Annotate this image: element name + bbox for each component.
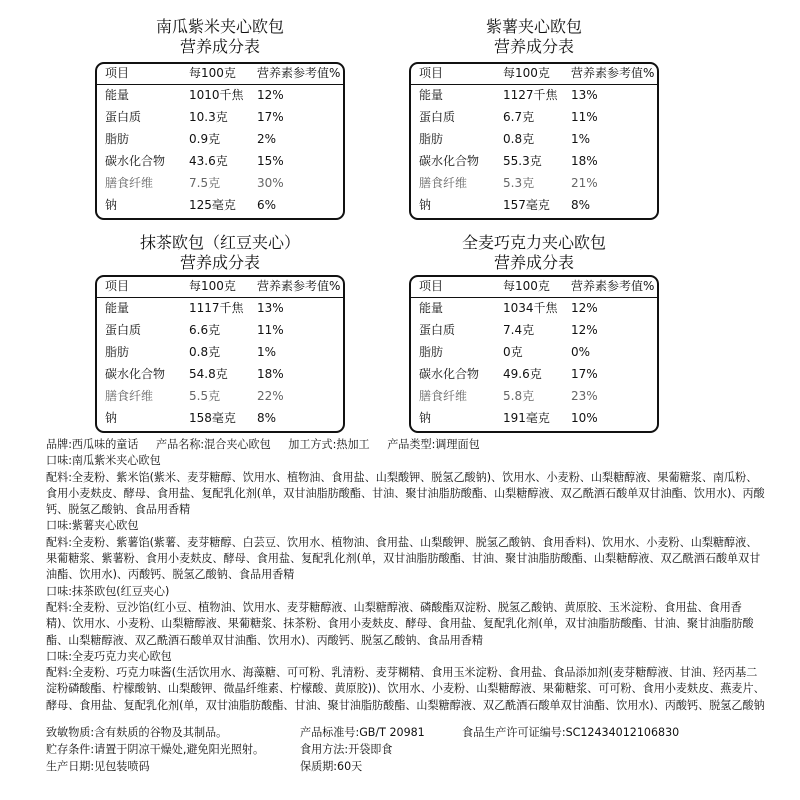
row-value: 0.8克 [503, 132, 535, 146]
header-item: 项目 [419, 66, 444, 80]
row-nrv: 17% [571, 367, 598, 381]
row-value: 7.4克 [503, 323, 535, 337]
row-value: 43.6克 [189, 154, 228, 168]
row-label: 能量 [105, 88, 130, 102]
usage-method: 食用方法:开袋即食 [300, 743, 393, 756]
row-nrv: 18% [571, 154, 598, 168]
product-name: 南瓜紫米夹心欧包 [155, 17, 284, 36]
row-nrv: 13% [571, 88, 598, 102]
row-label: 脂肪 [105, 132, 130, 146]
row-label: 能量 [419, 301, 444, 315]
flavor-label: 口味:抹茶欧包(红豆夹心) [46, 584, 170, 598]
row-value: 5.3克 [503, 176, 535, 190]
row-nrv: 12% [257, 88, 284, 102]
row-nrv: 1% [257, 345, 277, 359]
row-label: 膳食纤维 [105, 176, 154, 190]
row-nrv: 0% [571, 345, 591, 359]
table-header [411, 277, 657, 298]
row-label: 蛋白质 [105, 323, 142, 337]
row-value: 1117千焦 [189, 301, 244, 315]
row-nrv: 13% [257, 301, 284, 315]
row-nrv: 11% [571, 110, 598, 124]
production-date: 生产日期:见包装喷码 [46, 760, 150, 773]
row-value: 6.6克 [189, 323, 221, 337]
product-name-info: 产品名称:混合夹心欧包 [156, 438, 271, 451]
row-nrv: 11% [257, 323, 284, 337]
process-method: 加工方式:热加工 [288, 438, 370, 451]
row-nrv: 6% [257, 198, 277, 212]
row-label: 膳食纤维 [419, 176, 468, 190]
row-label: 能量 [419, 88, 444, 102]
row-label: 膳食纤维 [419, 389, 468, 403]
row-label: 钠 [105, 411, 118, 425]
row-nrv: 1% [571, 132, 591, 146]
header-nrv: 营养素参考值% [571, 66, 655, 80]
storage-conditions: 贮存条件:请置于阴凉干燥处,避免阳光照射。 [46, 743, 265, 756]
row-label: 碳水化合物 [105, 367, 166, 381]
row-value: 54.8克 [189, 367, 228, 381]
header-item: 项目 [419, 279, 444, 293]
nutrition-table [95, 62, 345, 220]
row-value: 125毫克 [189, 198, 236, 212]
row-value: 0.9克 [189, 132, 221, 146]
row-value: 0克 [503, 345, 523, 359]
ingredients-text: 配料:全麦粉、巧克力味酱(生活饮用水、海藻糖、可可粉、乳清粉、麦芽糊精、食用玉米淀粉、食用盐、食品添加剂(麦芽糖醇液、甘油、羟丙基二淀粉磷酸酯、柠檬酸钠、山梨酸钾、微晶纤维素、柠檬酸、黄原胶))、饮用水、小麦粉、山梨糖醇液、果葡糖浆、可可粉、食用小麦麸皮、燕麦片、酵母、食用盐、复配乳化剂(单，双甘油脂肪酸酯、甘油、聚甘油脂肪酸酯、山梨糖醇液、双乙酰酒石酸单双甘油酯、饮用水)、丙酸钙、脱氢乙酸钠 [46, 666, 765, 712]
info-summary-line [46, 437, 766, 453]
header-item: 项目 [105, 279, 130, 293]
row-nrv: 8% [571, 198, 591, 212]
row-label: 脂肪 [105, 345, 130, 359]
row-nrv: 22% [257, 389, 284, 403]
ingredients-text: 配料:全麦粉、紫薯馅(紫薯、麦芽糖醇、白芸豆、饮用水、植物油、食用盐、山梨酸钾、脱氢乙酸钠、食用香料)、饮用水、小麦粉、山梨糖醇液、果葡糖浆、紫薯粉、食用小麦麸皮、酵母、食用盐、复配乳化剂(单，双甘油脂肪酸酯、甘油、聚甘油脂肪酸酯、山梨糖醇液、双乙酰酒石酸单双甘油酯、饮用水)、丙酸钙、脱氢乙酸钠、食品用香精 [46, 535, 761, 582]
nutrition-table [95, 275, 345, 433]
row-label: 碳水化合物 [419, 154, 480, 168]
row-nrv: 23% [571, 389, 598, 403]
row-value: 1010千焦 [189, 88, 244, 102]
header-per100: 每100克 [503, 66, 550, 80]
flavor-label: 口味:全麦巧克力夹心欧包 [46, 649, 172, 663]
table-header [411, 64, 657, 85]
table-header [97, 64, 343, 85]
row-label: 蛋白质 [419, 323, 456, 337]
table-subtitle: 营养成分表 [179, 37, 260, 56]
row-value: 0.8克 [189, 345, 221, 359]
row-nrv: 17% [257, 110, 284, 124]
allergen-info: 致敏物质:含有麸质的谷物及其制品。 [46, 726, 228, 739]
row-nrv: 12% [571, 301, 598, 315]
panel-title [409, 17, 659, 57]
row-value: 7.5克 [189, 176, 221, 190]
row-value: 158毫克 [189, 411, 236, 425]
row-label: 脂肪 [419, 132, 444, 146]
row-value: 49.6克 [503, 367, 542, 381]
ingredients-text: 配料:全麦粉、豆沙馅(红小豆、植物油、饮用水、麦芽糖醇液、山梨糖醇液、磷酸酯双淀粉、脱氢乙酸钠、黄原胶、玉米淀粉、食用盐、食用香精)、饮用水、小麦粉、山梨糖醇液、果葡糖浆、抹茶粉、食用小麦麸皮、酵母、食用盐、复配乳化剂(单，双甘油脂肪酸酯、甘油、聚甘油脂肪酸酯、山梨糖醇液、双乙酰酒石酸单双甘油酯、饮用水)、丙酸钙、脱氢乙酸钠、食品用香精 [46, 600, 754, 647]
header-nrv: 营养素参考值% [257, 66, 341, 80]
flavor-label: 口味:紫薯夹心欧包 [46, 519, 139, 533]
nutrition-table [409, 275, 659, 433]
row-nrv: 10% [571, 411, 598, 425]
row-value: 5.5克 [189, 389, 221, 403]
flavor-label: 口味:南瓜紫米夹心欧包 [46, 454, 161, 468]
license-number: 食品生产许可证编号:SC12434012106830 [462, 726, 680, 739]
row-value: 1127千焦 [503, 88, 558, 102]
header-per100: 每100克 [189, 66, 236, 80]
row-nrv: 30% [257, 176, 284, 190]
nutrition-table [409, 62, 659, 220]
panel-title [95, 233, 345, 273]
header-item: 项目 [105, 66, 130, 80]
row-nrv: 8% [257, 411, 277, 425]
row-label: 钠 [419, 411, 432, 425]
standard-number: 产品标准号:GB/T 20981 [300, 726, 425, 739]
row-label: 能量 [105, 301, 130, 315]
row-value: 191毫克 [503, 411, 550, 425]
row-label: 钠 [419, 198, 432, 212]
row-value: 1034千焦 [503, 301, 558, 315]
row-nrv: 15% [257, 154, 284, 168]
shelf-life: 保质期:60天 [300, 760, 363, 773]
row-nrv: 2% [257, 132, 277, 146]
row-label: 脂肪 [419, 345, 444, 359]
row-label: 碳水化合物 [105, 154, 166, 168]
row-value: 55.3克 [503, 154, 542, 168]
product-info [46, 437, 766, 714]
row-label: 膳食纤维 [105, 389, 154, 403]
row-label: 碳水化合物 [419, 367, 480, 381]
brand: 品牌:西瓜味的童话 [46, 438, 139, 451]
row-value: 5.8克 [503, 389, 535, 403]
table-subtitle: 营养成分表 [179, 253, 260, 272]
product-name: 抹茶欧包（红豆夹心） [139, 233, 300, 252]
panel-title [95, 17, 345, 57]
product-name: 紫薯夹心欧包 [485, 17, 582, 36]
panel-title [409, 233, 659, 273]
product-type: 产品类型:调理面包 [387, 438, 480, 451]
table-subtitle: 营养成分表 [493, 37, 574, 56]
table-subtitle: 营养成分表 [493, 253, 574, 272]
header-nrv: 营养素参考值% [571, 279, 655, 293]
row-value: 157毫克 [503, 198, 550, 212]
row-label: 蛋白质 [419, 110, 456, 124]
row-nrv: 21% [571, 176, 598, 190]
product-name: 全麦巧克力夹心欧包 [461, 233, 606, 252]
ingredients-text: 配料:全麦粉、紫米馅(紫米、麦芽糖醇、饮用水、植物油、食用盐、山梨酸钾、脱氢乙酸钠)、饮用水、小麦粉、山梨糖醇液、果葡糖浆、南瓜粉、食用小麦麸皮、酵母、食用盐、复配乳化剂(单，双甘油脂肪酸酯、甘油、聚甘油脂肪酸酯、山梨糖醇液、双乙酰酒石酸单双甘油酯、饮用水)、丙酸钙、脱氢乙酸钠、食品用香精 [46, 470, 765, 517]
row-label: 蛋白质 [105, 110, 142, 124]
row-value: 6.7克 [503, 110, 535, 124]
header-per100: 每100克 [503, 279, 550, 293]
row-label: 钠 [105, 198, 118, 212]
table-header [97, 277, 343, 298]
header-per100: 每100克 [189, 279, 236, 293]
row-nrv: 12% [571, 323, 598, 337]
header-nrv: 营养素参考值% [257, 279, 341, 293]
row-value: 10.3克 [189, 110, 228, 124]
row-nrv: 18% [257, 367, 284, 381]
